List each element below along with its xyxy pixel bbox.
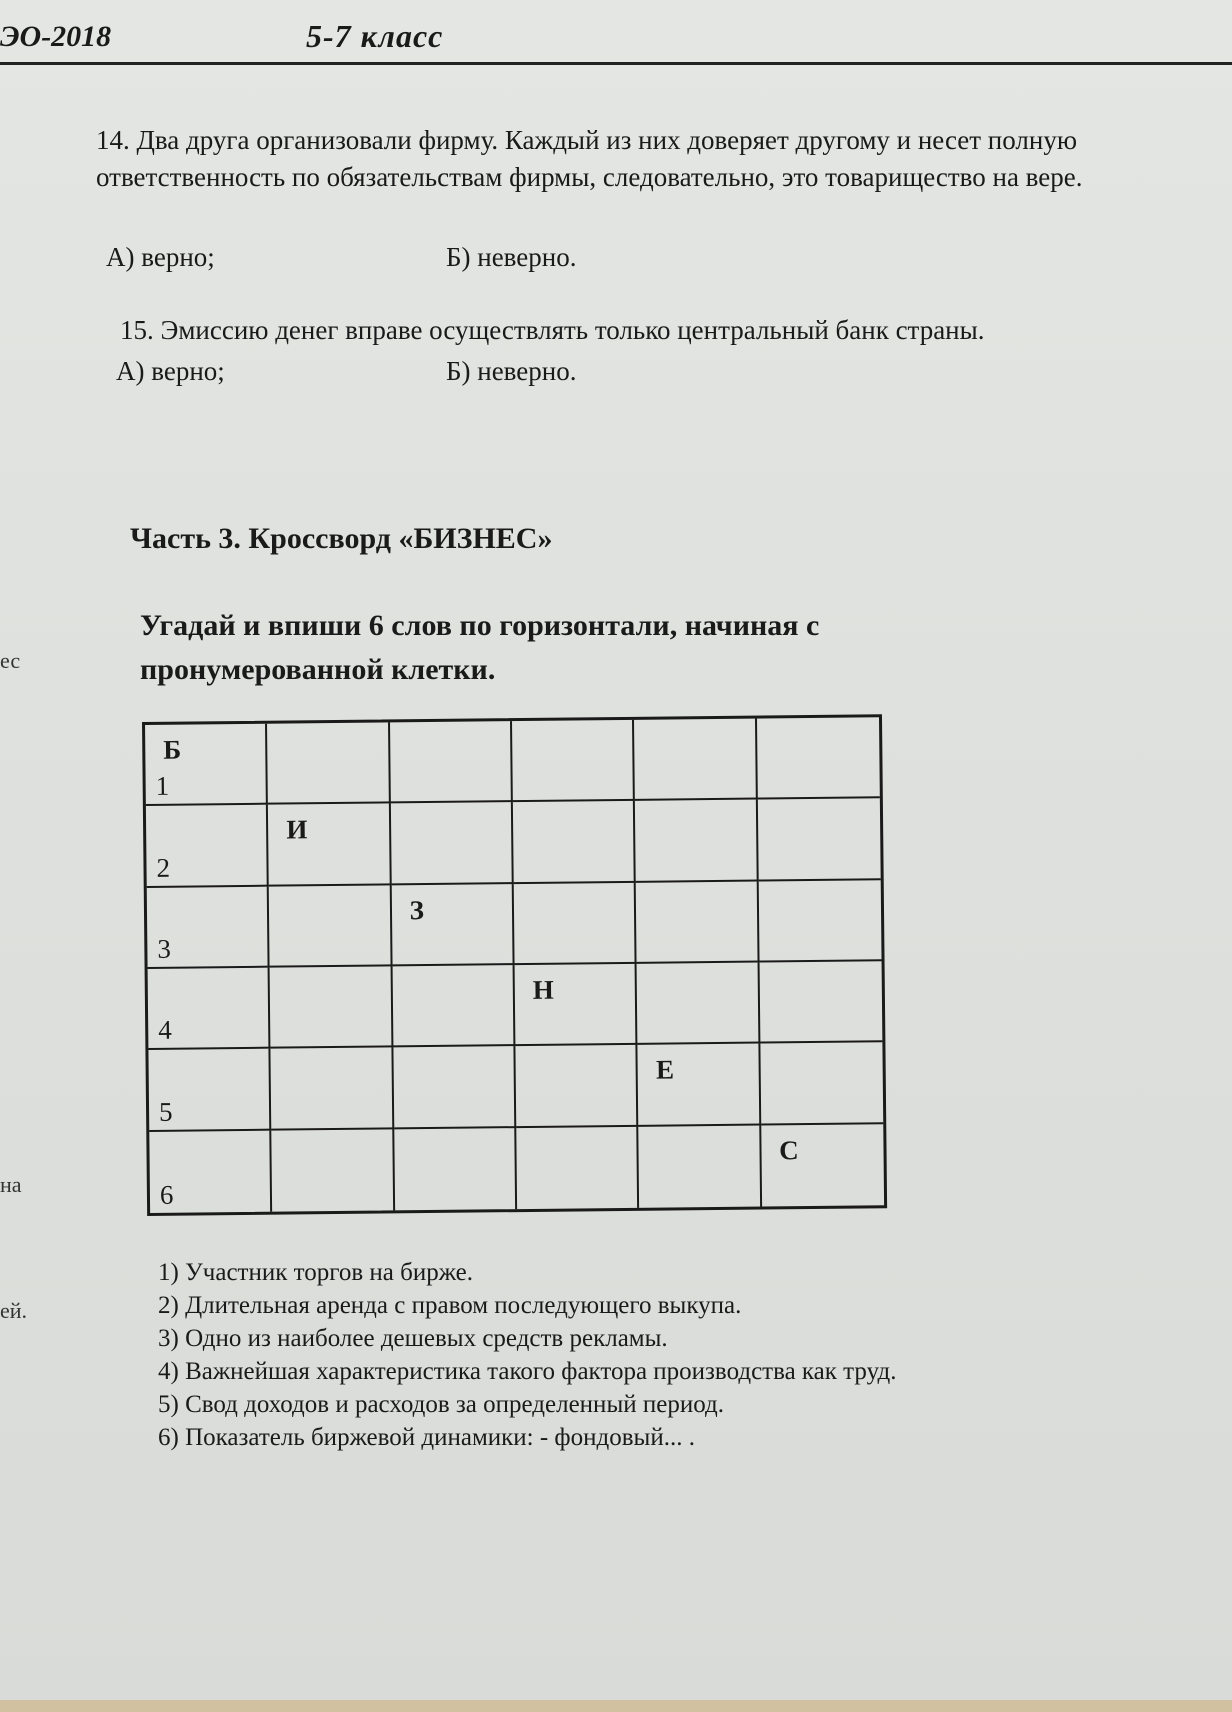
crossword-cell[interactable] [760,1043,883,1126]
crossword-cell[interactable] [148,1049,271,1132]
crossword-cell[interactable] [513,801,636,884]
crossword-cell[interactable] [270,966,393,1049]
question-14-text: 14. Два друга организовали фирму. Каждый из них доверяет другому и несет полную ответственность по обязательствам фирмы, следовательно, это товарищество на вере. [96,125,1083,192]
crossword-cell[interactable] [636,881,759,964]
crossword-cell[interactable] [639,1125,762,1208]
crossword-cell[interactable] [149,1130,272,1213]
question-15-option-a: А) верно; [116,356,225,386]
crossword-cell[interactable] [392,965,515,1048]
clue-item: 6) Показатель биржевой динамики: - фондовый... . [158,1424,695,1451]
crossword-cell[interactable] [147,886,270,969]
crossword-cell[interactable] [512,720,635,803]
header-grade: 5-7 класс [306,18,444,54]
part-title: Часть 3. Кроссворд «БИЗНЕС» [130,522,553,555]
crossword-hint-letter: З [409,894,425,925]
crossword-cell[interactable] [634,719,757,802]
crossword-cell[interactable] [272,1129,395,1212]
crossword-cell[interactable] [393,1046,516,1129]
crossword-cell[interactable] [148,968,271,1051]
clue-item: 4) Важнейшая характеристика такого фактора производства как труд. [158,1358,897,1385]
question-14-option-a: А) верно; [106,242,215,272]
question-14 [96,122,1156,196]
crossword-hint-letter: Н [532,974,554,1005]
crossword-row-number: 3 [157,933,172,964]
clue-item: 5) Свод доходов и расходов за определенный период. [158,1391,724,1418]
crossword-cell[interactable] [146,805,269,888]
crossword-hint-letter: Б [163,734,182,765]
crossword-cell[interactable] [268,804,391,887]
crossword-grid [142,714,887,1216]
crossword-row-number: 1 [155,771,170,802]
crossword-hint-letter: С [779,1134,799,1166]
clue-item: 2) Длительная аренда с правом последующего выкупа. [158,1292,742,1319]
question-15-text: 15. Эмиссию денег вправе осуществлять только центральный банк страны. [120,315,985,345]
crossword-cell[interactable] [638,1044,761,1127]
header-rule [0,62,1232,65]
crossword-cell[interactable] [267,722,390,805]
question-15 [120,312,1160,349]
crossword-cell[interactable] [514,882,637,965]
crossword-instruction: Угадай и впиши 6 слов по горизонтали, начиная с пронумерованной клетки. [140,609,820,686]
crossword-cell[interactable] [635,800,758,883]
crossword-cell[interactable] [394,1128,517,1211]
crossword-cell[interactable] [391,884,514,967]
clue-item: 1) Участник торгов на бирже. [158,1259,474,1286]
header-year: ЭО-2018 [0,20,112,53]
crossword-cell[interactable] [758,880,881,963]
table-surface-edge [0,1700,1232,1712]
crossword-clues [158,1256,896,1454]
margin-fragment-2: на [0,1172,22,1197]
crossword-row-number: 4 [158,1015,172,1046]
margin-fragment-3: ей. [0,1298,28,1323]
crossword-cell[interactable] [269,885,392,968]
crossword-cell[interactable] [516,1126,639,1209]
crossword-cell[interactable] [391,802,514,885]
clue-item: 3) Одно из наиболее дешевых средств рекламы. [158,1325,668,1352]
margin-fragment-1: ес [0,648,21,673]
crossword-row-number: 5 [158,1096,173,1127]
crossword-cell[interactable] [515,1045,638,1128]
crossword-row-number: 6 [159,1179,174,1210]
crossword-cell[interactable] [637,963,760,1046]
question-14-option-b: Б) неверно. [446,242,577,272]
crossword-hint-letter: И [286,814,308,845]
crossword-cell[interactable] [515,964,638,1047]
crossword-cell[interactable] [758,799,881,882]
crossword-cell[interactable] [759,961,882,1044]
crossword-cell[interactable] [145,724,268,807]
crossword-hint-letter: Е [655,1054,675,1085]
crossword-cell[interactable] [761,1124,884,1207]
crossword-cell[interactable] [271,1048,394,1131]
crossword-cell[interactable] [390,721,513,804]
crossword-cell[interactable] [757,717,880,800]
question-15-option-b: Б) неверно. [446,356,577,386]
crossword-row-number: 2 [156,852,171,883]
